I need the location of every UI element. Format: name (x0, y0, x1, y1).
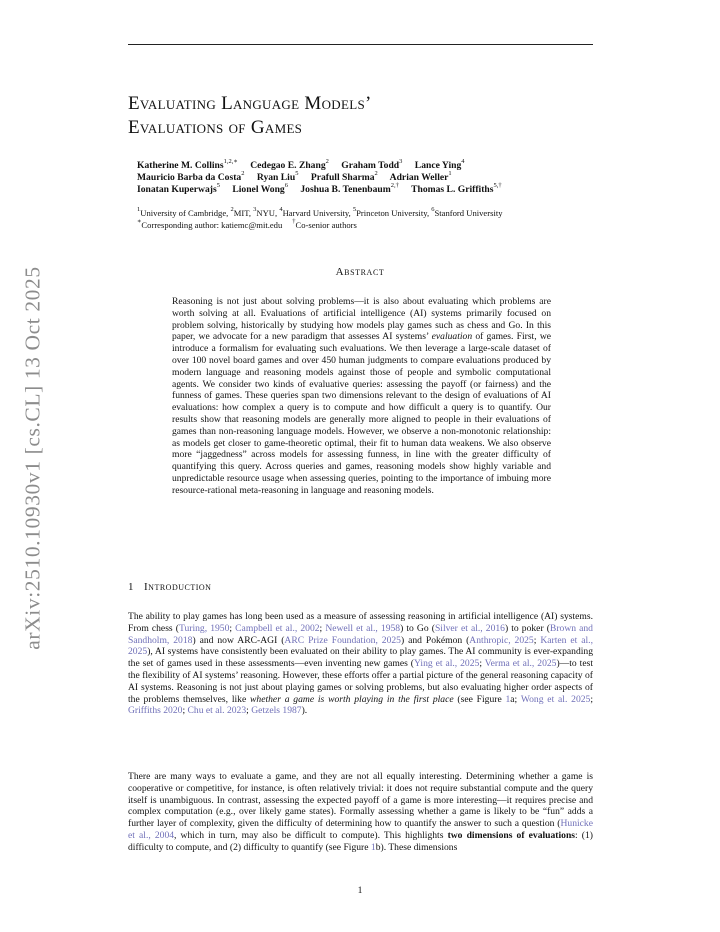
figure-ref[interactable]: 1 (505, 693, 511, 705)
author-line-3 (137, 181, 512, 196)
citation[interactable]: Chu et al. 2023 (187, 705, 247, 717)
top-rule (128, 44, 593, 45)
arxiv-stamp-text: arXiv:2510.10930v1 [cs.CL] 13 Oct 2025 (20, 266, 45, 650)
author: Cedegao E. Zhang$^2$ (250, 157, 329, 171)
section-heading: 1 Introduction (128, 581, 212, 593)
citation[interactable]: Ying et al., 2025 (414, 658, 480, 670)
author: Lance Ying$^4$ (414, 157, 465, 171)
intro-paragraph-2: There are many ways to evaluate a game, and they are not all equally interesting. Determining whether a game is cooperative or competitive, for instance, is often relatively trivial: it does not require substantial compute and the query itself is unambiguous. In contrast, assessing the expected payoff of a game is more interesting—it requires precise and complex computation (e.g., over likely game states). Formally assessing whether a game is likely to be “fun” adds a further layer of complexity, given the difficulty of determining how to quantify the answer to such a question (Hunicke et al., 2004, which in turn, may also be difficult to compute). This highlights two dimensions of evaluations: (1) difficulty to compute, and (2) difficulty to quantify (see Figure 1b). These dimensions (128, 771, 593, 853)
author: Thomas L. Griffiths$^{5,\dagger}$ (411, 181, 502, 195)
citation[interactable]: Wong et al. 2025 (520, 693, 591, 705)
affiliations (137, 207, 503, 231)
citation[interactable]: Turing, 1950 (178, 622, 230, 634)
page-number: 1 (357, 885, 363, 896)
citation[interactable]: Karten et al., 2025 (128, 634, 593, 658)
figure-ref[interactable]: 1 (370, 841, 376, 853)
author: Graham Todd$^3$ (341, 157, 403, 171)
author-line-1 (137, 157, 512, 172)
affiliation-line: $^1$University of Cambridge, $^2$MIT, $^3$NYU, $^4$Harvard University, $^5$Princeton University, $^6$Stanford University (137, 206, 503, 218)
abstract-text: Reasoning is not just about solving problems—it is also about evaluating which problems are worth solving at all. Evaluations of artificial intelligence (AI) systems primarily focused on problem solving, historically by studying how models play games such as chess and Go. In this paper, we advocate for a new paradigm that assesses AI systems’ evaluation of games. First, we introduce a formalism for evaluating such evaluations. We then leverage a large-scale dataset of over 100 novel board games and over 450 human judgments to compare evaluations produced by modern language and reasoning models against those of people and symbolic computational agents. We consider two kinds of evaluative queries: assessing the payoff (or fairness) and the funness of games. These queries span two dimensions relevant to the design of evaluations of AI evaluations: how complex a query is to compute and how difficult a query is to quantify. Our results show that reasoning models are generally more aligned to people in their evaluations of games than non-reasoning language models. However, we observe a non-monotonic relationship: as models get closer to game-theoretic optimal, their fit to human data weakens. We also observe more “jaggedness” across models for assessing funness, in line with the greater difficulty of quantifying this query. Across queries and games, reasoning models show highly variable and unpredictable resource usage when assessing queries, pointing to the importance of imbuing more resource-rational meta-reasoning in language and reasoning models. (172, 296, 551, 496)
author: Ryan Liu$^5$ (256, 169, 299, 183)
title-line-2: Evaluations of Games (128, 117, 303, 138)
author: Katherine M. Collins$^{1,2,∗}$ (137, 157, 238, 171)
citation[interactable]: Campbell et al., 2002 (235, 622, 320, 634)
corresponding-line: ∗Corresponding author: katiemc@mit.edu †Co-senior authors (137, 218, 357, 230)
author: Prafull Sharma$^2$ (310, 169, 378, 183)
citation[interactable]: Brown and Sandholm, 2018 (128, 622, 593, 646)
author: Lionel Wong$^6$ (232, 181, 288, 195)
citation[interactable]: Newell et al., 1958 (325, 622, 401, 634)
citation[interactable]: Verma et al., 2025 (484, 658, 557, 670)
citation[interactable]: Griffiths 2020 (128, 705, 183, 717)
title-line-1: Evaluating Language Models’ (128, 93, 372, 114)
citation[interactable]: ARC Prize Foundation, 2025 (284, 634, 401, 646)
intro-paragraph-1: The ability to play games has long been used as a measure of assessing reasoning in artificial intelligence (AI) systems. From chess (Turing, 1950; Campbell et al., 2002; Newell et al., 1958) to Go (Silver et al., 2016) to poker (Brown and Sandholm, 2018) and now ARC-AGI (ARC Prize Foundation, 2025) and Pokémon (Anthropic, 2025; Karten et al., 2025), AI systems have consistently been evaluated on their ability to play games. The AI community is ever-expanding the set of games used in these assessments—even inventing new games (Ying et al., 2025; Verma et al., 2025)—to test the flexibility of AI systems’ reasoning. However, these efforts offer a partial picture of the general reasoning capacity of AI systems. Reasoning is not just about playing games or solving problems, but also evaluating higher order aspects of the problems themselves, like whether a game is worth playing in the first place (see Figure 1a; Wong et al. 2025; Griffiths 2020; Chu et al. 2023; Getzels 1987). (128, 611, 594, 717)
author: Ionatan Kuperwajs$^5$ (137, 181, 220, 195)
author-list (137, 157, 512, 196)
citation[interactable]: Hunicke et al., 2004 (128, 818, 593, 841)
author: Joshua B. Tenenbaum$^{2,\dagger}$ (300, 181, 399, 195)
citation[interactable]: Silver et al., 2016 (434, 622, 505, 634)
author: Mauricio Barba da Costa$^2$ (137, 169, 245, 183)
citation[interactable]: Anthropic, 2025 (469, 634, 534, 646)
abstract-heading: Abstract (335, 266, 385, 278)
paper-title (128, 92, 372, 140)
citation[interactable]: Getzels 1987 (251, 705, 302, 717)
author: Adrian Weller$^1$ (389, 169, 452, 183)
author-line-2 (137, 169, 512, 184)
